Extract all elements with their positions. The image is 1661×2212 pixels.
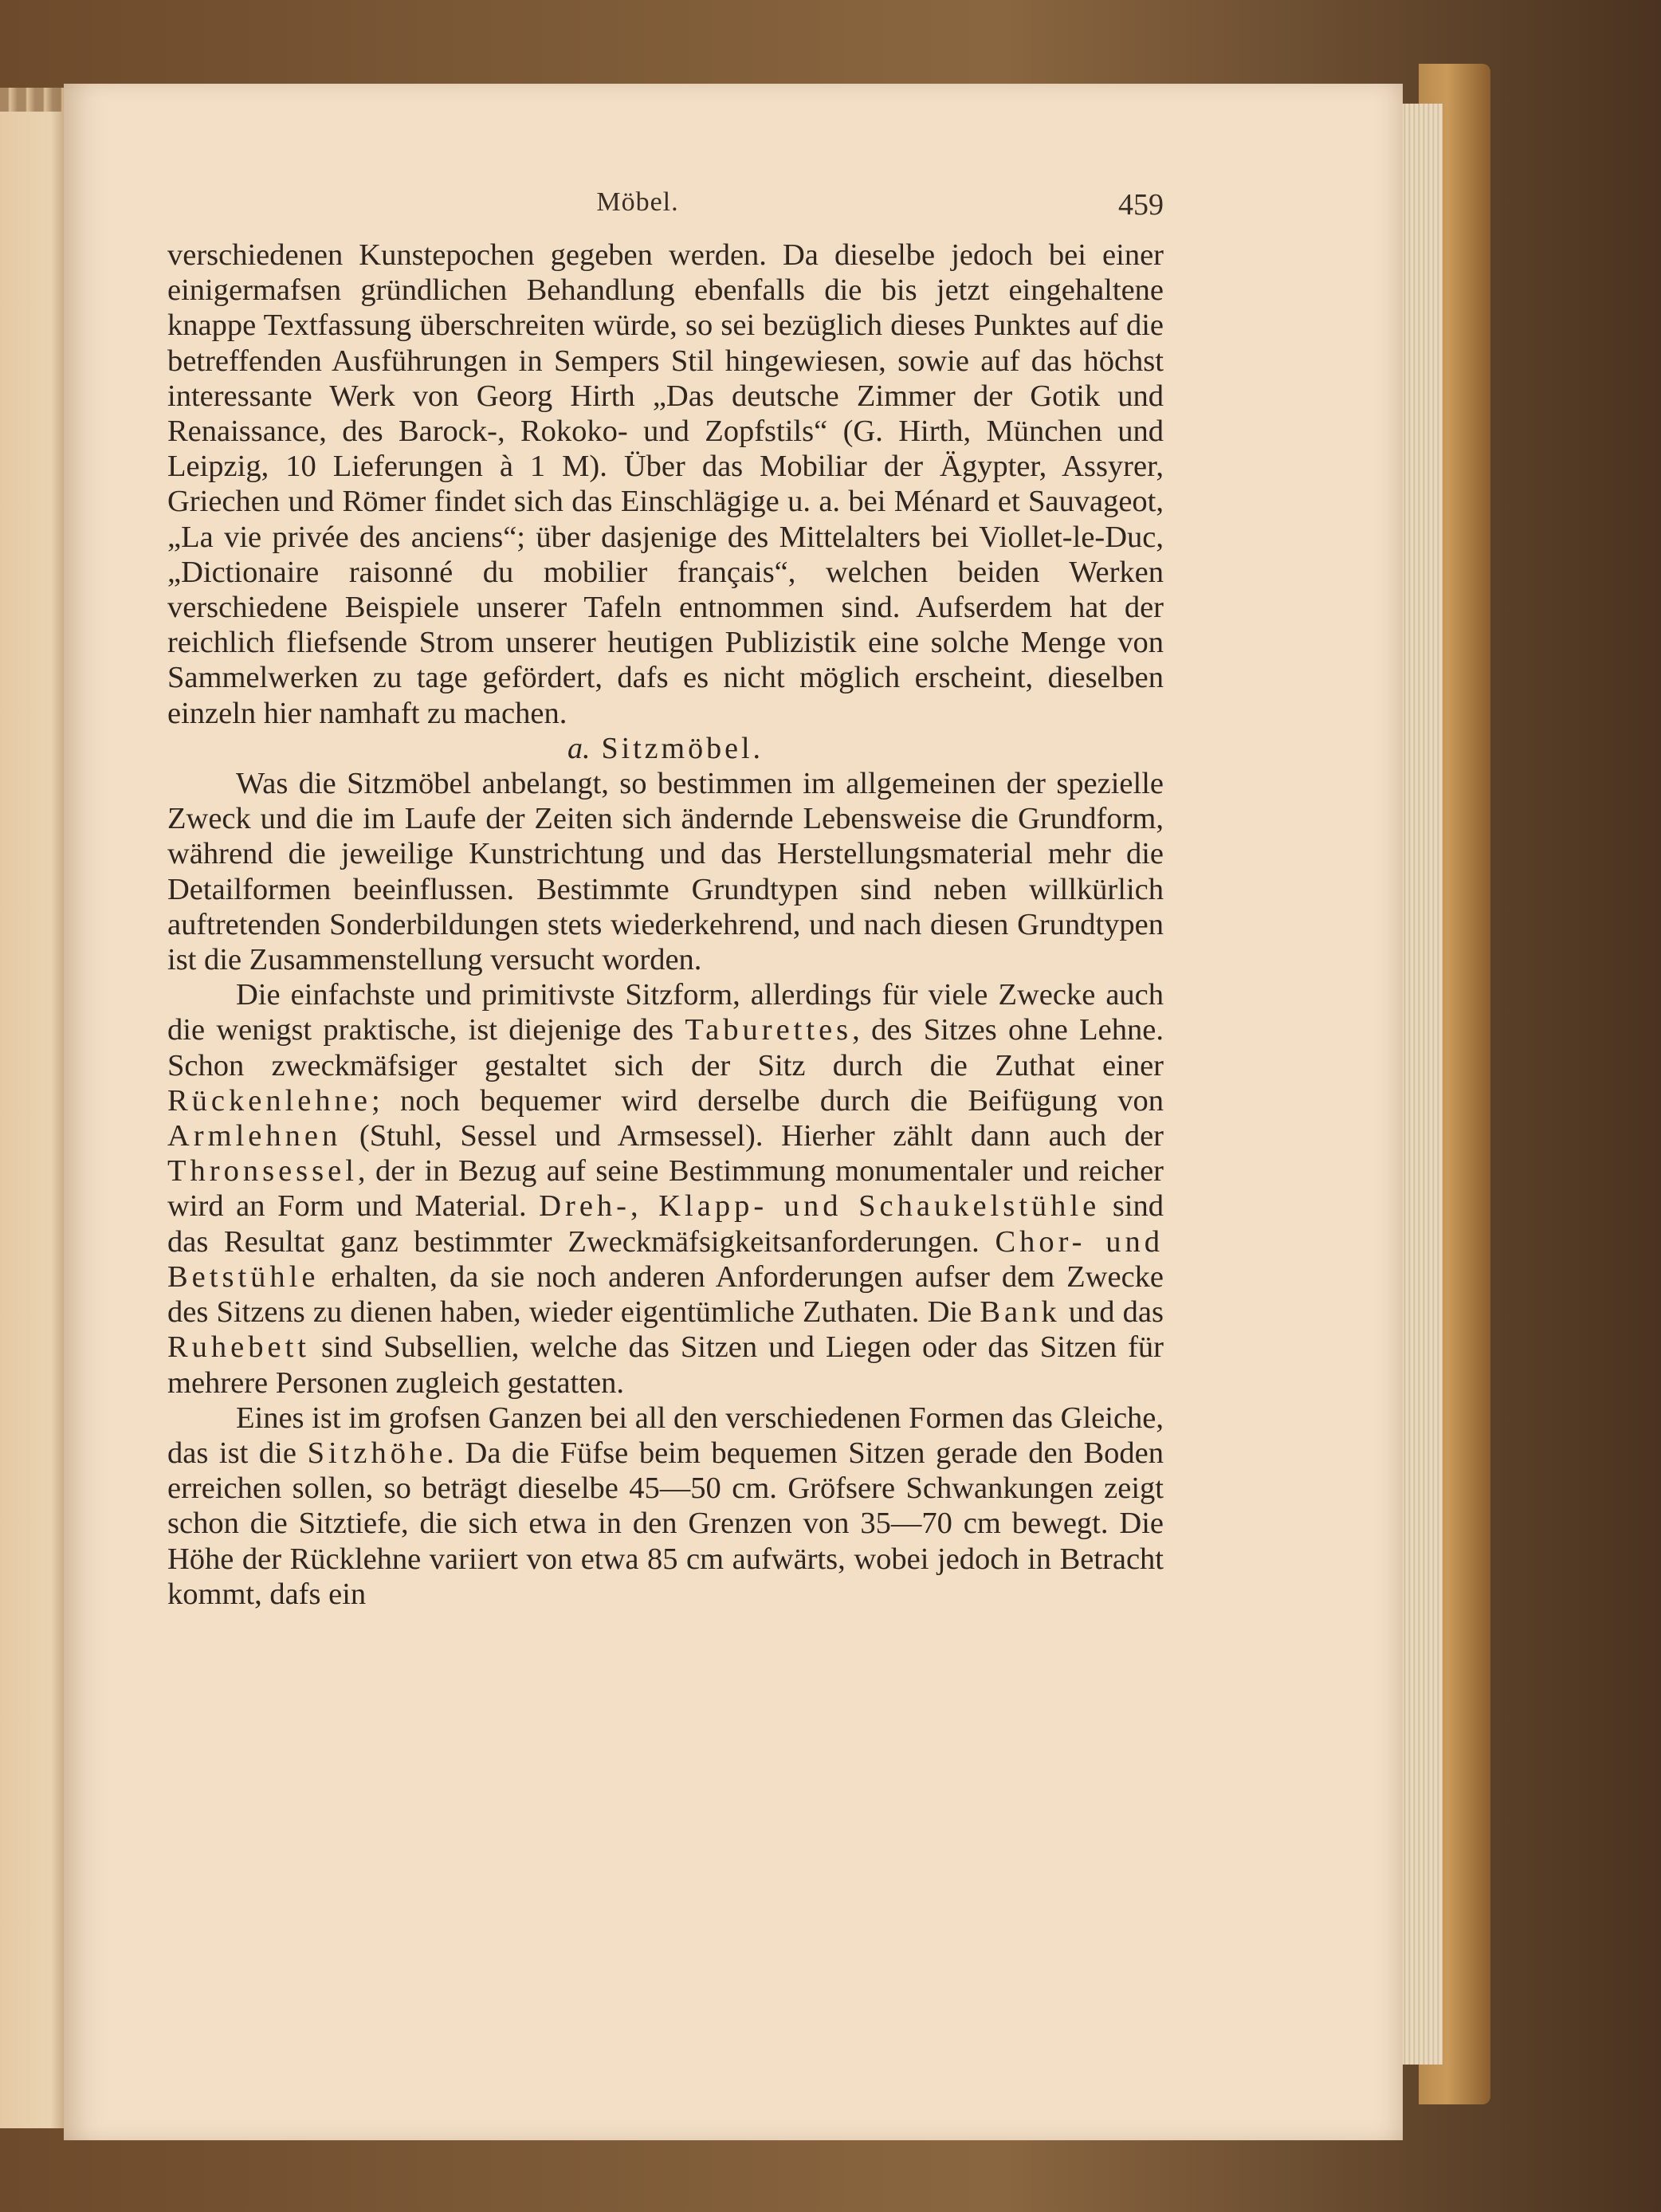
running-head xyxy=(112,187,1164,227)
text-run: sind Subsellien, welche das Sitzen und Liegen oder das Sitzen für mehrere Personen zugleich gestatten. xyxy=(167,1330,1164,1400)
paragraph-1: verschiedenen Kunstepochen gegeben werden. Da dieselbe jedoch bei einer einigermafsen gründlichen Behandlung ebenfalls die bis jetzt eingehaltene knappe Textfassung überschreiten würde, so sei bezüglich dieses Punktes auf die betreffenden Ausführungen in Sempers Stil hingewiesen, sowie auf das höchst interessante Werk von Georg Hirth „Das deutsche Zimmer der Gotik und Renaissance, des Barock-, Rokoko- und Zopfstils“ (G. Hirth, München und Leipzig, 10 Lieferungen à 1 M). Über das Mobiliar der Ägypter, Assyrer, Griechen und Römer findet sich das Einschlägige u. a. bei Ménard et Sauvageot, „La vie privée des anciens“; über dasjenige des Mittelalters bei Viollet-le-Duc, „Dictionaire raisonné du mobilier français“, welchen beiden Werken verschiedene Beispiele unserer Tafeln entnommen sind. Aufserdem hat der reichlich fliefsende Strom unserer heutigen Publizistik eine solche Menge von Sammelwerken zu tage gefördert, dafs es nicht möglich erscheint, dieselben einzeln hier namhaft zu machen. xyxy=(167,238,1164,730)
running-title: Möbel. xyxy=(596,187,679,217)
emphasis-term: Thronsessel xyxy=(167,1154,358,1189)
section-letter: a. xyxy=(567,731,591,765)
text-run: ; noch bequemer wird derselbe durch die Beifügung von xyxy=(371,1083,1164,1118)
section-title: Sitzmöbel. xyxy=(601,731,764,765)
section-heading xyxy=(167,731,1164,766)
paragraph-4 xyxy=(167,1401,1164,1612)
paragraph-2: Was die Sitzmöbel anbelangt, so bestimmen im allgemeinen der spezielle Zweck und die im Laufe der Zeiten sich ändernde Lebensweise die Grundform, während die jeweilige Kunstrichtung und das Herstellungsmaterial mehr die Detailformen beeinflussen. Bestimmte Grundtypen sind neben willkürlich auftretenden Sonderbildungen stets wiederkehrend, und nach diesen Grundtypen ist die Zusammenstellung versucht worden. xyxy=(167,767,1164,977)
body-text xyxy=(167,238,1164,1612)
paragraph-3 xyxy=(167,977,1164,1400)
text-run: (Stuhl, Sessel und Armsessel). Hierher zählt dann auch der xyxy=(341,1119,1164,1153)
page-number: 459 xyxy=(1118,188,1164,222)
text-run: und das xyxy=(1060,1295,1164,1330)
text-run: sind das Resultat ganz bestimmter Zweckmäfsigkeitsanforderungen. xyxy=(167,1189,1164,1259)
text-run: . Da die Füfse beim bequemen Sitzen gerade den Boden erreichen sollen, so beträgt dieselbe 45—50 cm. Gröfsere Schwankungen zeigt schon die Sitztiefe, die sich etwa in den Grenzen von 35—70 cm bewegt. Die Höhe der Rücklehne variiert von etwa 85 cm aufwärts, wobei jedoch in Betracht kommt, dafs ein xyxy=(167,1436,1164,1611)
emphasis-term: Armlehnen xyxy=(167,1119,342,1153)
emphasis-term: Ruhebett xyxy=(167,1330,310,1365)
text-run: erhalten, da sie noch anderen Anforderungen aufser dem Zwecke des Sitzens zu dienen haben, wieder eigentümliche Zuthaten. Die xyxy=(167,1259,1164,1330)
emphasis-term: Bank xyxy=(980,1295,1061,1330)
emphasis-term: Sitzhöhe xyxy=(307,1436,447,1470)
emphasis-term: Chor- und Betstühle xyxy=(167,1224,1164,1294)
text-run: Eines ist im grofsen Ganzen bei all den verschiedenen Formen das Gleiche, das ist die xyxy=(167,1401,1164,1470)
text-run: Die einfachste und primitivste Sitzform, allerdings für viele Zwecke auch die wenigst praktische, ist diejenige des xyxy=(167,978,1164,1047)
emphasis-term: Taburettes xyxy=(685,1013,853,1047)
emphasis-term: Dreh-, Klapp- und Schaukelstühle xyxy=(539,1189,1101,1224)
facing-page-edge xyxy=(0,88,72,2128)
text-run: , des Sitzes ohne Lehne. Schon zweckmäfsiger gestaltet sich der Sitz durch die Zuthat einer xyxy=(167,1013,1164,1082)
emphasis-term: Rückenlehne xyxy=(167,1083,371,1118)
text-run: , der in Bezug auf seine Bestimmung monumentaler und reicher wird an Form und Material. xyxy=(167,1154,1164,1224)
